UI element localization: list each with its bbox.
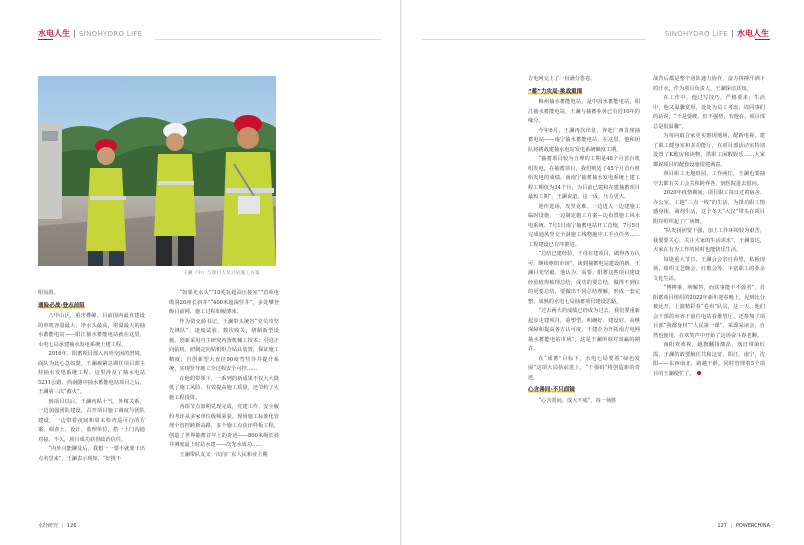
footer-divider: | bbox=[61, 523, 64, 529]
section-subheading bbox=[38, 302, 145, 312]
right-page-header bbox=[665, 28, 769, 39]
left-page-column-1 bbox=[38, 289, 145, 529]
body-paragraph: 今年6月，王澜再次出征，奔赴广西首座抽蓄电站——南宁抽水蓄能电站。在这里，他和团队将挑战建抽水电站发电系统额度工期。 bbox=[528, 127, 640, 153]
right-page-column-2 bbox=[653, 75, 765, 527]
magazine-name: 水经研究 bbox=[38, 523, 59, 529]
header-rule bbox=[155, 39, 381, 40]
subheading: 通险必战·登志前阻 bbox=[38, 302, 85, 309]
body-paragraph: 项目职工无地组园，工作两忙，王澜也要抽空去都有关工会关和跨界各，到医院进去慰问。 bbox=[653, 171, 765, 187]
left-page-header bbox=[38, 28, 142, 39]
left-page-column-2 bbox=[169, 289, 279, 529]
section-subtitle: SINOHYDRO LIFE bbox=[79, 29, 143, 38]
body-paragraph: “过去两大的成绩已经成为过去，我们要重新起步走建项目，重塑型，明确好，建设好，高继保障和提高各方认可度，不建企为开拓南方电网抽水蓄能电站市场”，这是王澜所刻对其赢的期许。 bbox=[528, 308, 640, 352]
body-paragraph: 战背后都是整个团队通力协作，奋力拼搏汗洒下的汗水，作为项目负责人，王澜深谙其知。 bbox=[653, 76, 765, 92]
body-paragraph: “心含善间，成大不成”，每一场胜 bbox=[538, 397, 617, 404]
header-divider bbox=[74, 30, 75, 38]
body-paragraph: 在工作中，他过写技巧，严格要求；生活中，他又温馨宽厚，处处为员工考虑，周同事们的话说，“干是要硬，但不强势，有他在，项目部总是很温馨”。 bbox=[653, 95, 765, 130]
header-accent-line bbox=[38, 39, 53, 40]
photo-illustration bbox=[38, 76, 276, 266]
header-rule bbox=[422, 39, 646, 40]
body-paragraph: 2016年，阳蓄项目部入内外交困的窘境，面队为此心急如焚。王澜被紧急调任项目部主持抽水发电系统工程。这里涉及了抽水电站5211公路、尚南隧中抽水蓄能电站项目之后，王澜第三次“救火”。 bbox=[38, 351, 145, 395]
header-divider bbox=[732, 30, 733, 38]
photo-caption: 王澜（中）与项目人员讨论施工方案 bbox=[183, 271, 260, 276]
header-accent-line bbox=[755, 39, 770, 40]
body-paragraph: “总结已建经验，千母在建项目，做得各方认可，继续枢纽市场”，谈到抽蓄电站建设的新、王澜目光坚毅、他认为，高要、阳蓄这些项目建设经验值得梳理总结，成功的要总结，做得不到位的更要总结，要做出不同总结理解，形成一套完整、成熟的水电七局抽蓄项目建设思路。 bbox=[528, 251, 640, 305]
article-end-mark bbox=[697, 371, 701, 375]
body-paragraph: “博搏事，明解答，而其事能不不致者”，首阳蓄项目组织的2022年新年迎春晚上，见到比分被比开，上演精彩春“卷布”队员，这一天，他们会干部的举齐干前往电站看堆望厅，还参加了项目部“我都身材”“人民第一课”，采即采读会，自然也使用，在欢笑声中开始了这场奋斗春老聊。 bbox=[653, 285, 765, 339]
section-title: 水电人生 bbox=[737, 29, 769, 38]
body-paragraph: “如果光水头”“10兆瓦超高压接室”“首项电缆洞26座长斜井”“400米超深竖井”，多处攀登级目前网，施工过程如履薄冰。 bbox=[169, 290, 279, 315]
page-number: 127 bbox=[717, 523, 727, 529]
subheading: 心含善同·不只面镜 bbox=[528, 387, 575, 393]
section-subheading bbox=[528, 386, 640, 396]
feature-photo bbox=[38, 76, 276, 266]
body-paragraph: “队发扬团要干强，加上工作环境较为艰苦，我要要关心，关注大家的生活需求”，王澜表达，大家在有为工作的同时也能快乐生活。 bbox=[653, 228, 765, 253]
body-paragraph: 梅州抽水蓄能电站，是中国水蓄能电站，阳江抽水蓄能电站，王澜与抽蓄业务已有近10年的缘分。 bbox=[528, 99, 640, 124]
body-paragraph: 每逢重大节日，王澜会会亲自看望，私板现场，组织文艺晚会、红歌会等，丰富职工的业余文化生活。 bbox=[653, 256, 765, 282]
body-paragraph: 在“成蓄”目标下，水电七局要着“绿色发展”这项大局执前进上，“千强码”将创造新的奇迹。 bbox=[528, 355, 640, 381]
section-subheading bbox=[528, 88, 640, 98]
body-paragraph: “抽蓄项目较为合理的工期是48个月首台机组发电，在抽蓄项目，我们则适了45个月首台机组发电的成绩。南南宁抽蓄抽水发电系统土建工程工期仅为34个月，为目前已建和在建抽蓄项目最短工期”，王澜说道，这一成，压力更大。 bbox=[528, 156, 640, 200]
body-paragraph: 为每问取合家更实惠现地场，配新电视，建了职工健身室和多功能厅，在项目部活动室特别设置了K歌房和读物，供职工闲暇娱乐……大家都说项目的配套设施很建满意。 bbox=[653, 133, 765, 168]
left-page bbox=[0, 0, 401, 545]
right-page-footer bbox=[717, 523, 770, 529]
magazine-name: POWERCHINA bbox=[735, 523, 770, 529]
right-page bbox=[402, 0, 804, 545]
body-paragraph: 迎作进场，攻坚克难。一边进入一边建施工临时设施，一边制定施工方案—边布置施工风水电系统。7月1日南宁抽蓄电站开工首炮，7月5日完成通风竖交全洞施工线物施中工手点任务……工程建设已有序推进。 bbox=[528, 203, 640, 248]
page-number: 126 bbox=[66, 523, 77, 529]
body-paragraph: 在他的带领下，一系列的新成果不仅大大降低了施工风险，有效提高施工质量，还节约了大施工程投资。 bbox=[169, 375, 279, 401]
footer-divider: | bbox=[730, 523, 733, 529]
section-subtitle: SINOHYDRO LIFE bbox=[664, 29, 728, 38]
body-paragraph: 八甲山区，重峦叠嶂。目前国内最直建设的单机容量最大、净水头最高，堪溢最大的抽水蓄能电站——阳江抽水蓄能电站就在这里，水电七局承建抽水发电系统土建工程。 bbox=[38, 313, 145, 348]
left-page-footer bbox=[38, 522, 76, 529]
body-paragraph: 各项节点如期兑现完成，党建工作、安全履约考评从多家单位级频荣获。现场施工标准化管理全管控跨新高路，多个施工点获评样板工程，创造了世界抽蓄首年上的奇迹——800米级长斜井测度最上时站水建——次光水成功…… bbox=[169, 404, 279, 448]
body-paragraph: 方电网交上了一份满分答卷。 bbox=[528, 76, 596, 82]
subheading: “蓄”力攻局·挑战重围 bbox=[528, 88, 583, 95]
body-paragraph: 南阳欢欢视，越旗翻扬激昂，落日带染红霞，王澜的敢要脑任共和这征，阳江，南宁，沈阳——东西南北，路越干龄，同时管理着5个项目的王澜使忙了。 bbox=[653, 342, 765, 377]
body-paragraph: 王澜带队友又一次向广东人民和业主期 bbox=[179, 451, 268, 458]
body-paragraph: 2020年疫情期间，项目职工每日过着宿舍、办公室、工地“三点一线”的生活，为排功职工情感身体，调剂生活，这个冬天“大汉”带头在项目附岸组织起了广场舞。 bbox=[653, 190, 765, 225]
body-paragraph: “内外兴能聊及后，我想一一要不就要干出点名堂来”，王澜表示现如，“好挑不 bbox=[38, 446, 145, 462]
body-paragraph: 到项目以后，王澜内贴十气、外树关系，一边加强团队建设，召开项目施工调度与团队建设，一边带着夜间和周末检查巡可行的方案、调查土、设计、监理单位，搭一上门沟通对接。不久，项目成功获得政治信任。 bbox=[38, 398, 145, 443]
body-paragraph: 组氛围。 bbox=[38, 290, 59, 296]
section-title: 水电人生 bbox=[38, 29, 70, 38]
right-page-column-1 bbox=[528, 75, 640, 527]
body-paragraph: 作为资交源书记，王澜带头统谷“党员攻坚先锋队”，逢度试验，数次收关，研制新型设施，创新采用自主研究内置机械工技术；引进正向钻机、研制定向钻机组合钻具装置，保证施工精度；自创新型大直径90度弯竖导井提升系统，实现竖导施工全过程安全可控…… bbox=[169, 318, 279, 372]
